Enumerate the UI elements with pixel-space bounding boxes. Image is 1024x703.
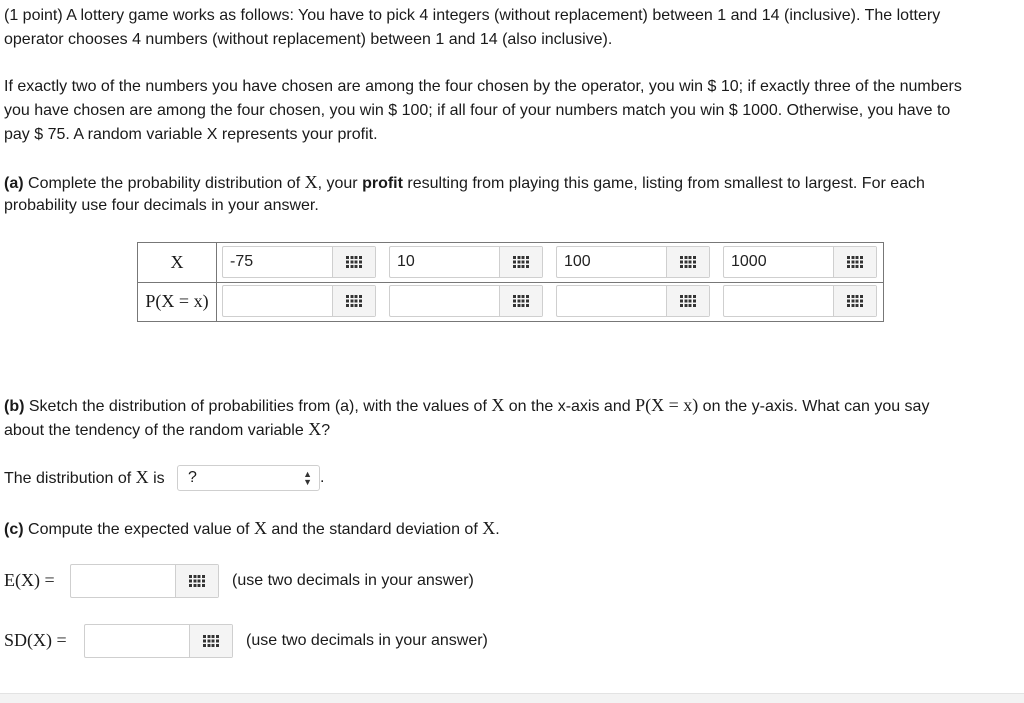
grid-icon	[680, 295, 696, 307]
probability-input[interactable]	[556, 285, 710, 317]
x-value[interactable]: 10	[397, 253, 415, 270]
footer	[0, 694, 1024, 703]
p-header: P(X = x)	[145, 291, 209, 311]
select-arrows-icon: ▲ ▼	[303, 469, 312, 487]
select-value: ?	[188, 469, 197, 486]
intro-line-1: (1 point) A lottery game works as follows: You have to pick 4 integers (without replacement) between 1 and 14 (inclusive). The lottery	[4, 7, 941, 24]
part-b-question: (b) Sketch the distribution of probabilities from (a), with the values of X on the x-axis and P(X = x) on the y-axis. What can you say	[4, 395, 930, 415]
grid-icon	[680, 256, 696, 268]
column-divider	[216, 243, 217, 321]
grid-icon	[346, 256, 362, 268]
p-x-expression: P(X = x)	[635, 395, 699, 415]
grid-icon	[346, 295, 362, 307]
grid-icon	[513, 295, 529, 307]
grid-icon	[203, 635, 219, 647]
var-x: X	[482, 518, 496, 538]
x-value-cell[interactable]	[723, 246, 877, 278]
profit-bold: profit	[362, 175, 403, 192]
x-value[interactable]: 100	[564, 253, 591, 270]
probability-value[interactable]	[557, 286, 666, 316]
sd-note: (use two decimals in your answer)	[246, 632, 488, 649]
equation-editor-button[interactable]	[666, 247, 709, 277]
x-value[interactable]: 1000	[731, 253, 767, 270]
x-value-cell[interactable]	[389, 246, 543, 278]
expected-value-note: (use two decimals in your answer)	[232, 572, 474, 589]
probability-input[interactable]	[222, 285, 376, 317]
grid-icon	[513, 256, 529, 268]
probability-input[interactable]	[723, 285, 877, 317]
period: .	[320, 469, 325, 486]
equation-editor-button[interactable]	[189, 625, 232, 657]
rules-line-1: If exactly two of the numbers you have chosen are among the four chosen by the operator, you win $ 10; if exactly three of the numbers	[4, 78, 962, 95]
part-b-line-2: about the tendency of the random variable X?	[4, 419, 331, 439]
sd-label: SD(X) =	[4, 630, 67, 650]
part-a-question: (a) Complete the probability distribution of X, your profit resulting from playing this game, listing from smallest to largest. For each	[4, 172, 925, 192]
x-value-cell[interactable]	[556, 246, 710, 278]
probability-input[interactable]	[389, 285, 543, 317]
x-value-cell[interactable]	[222, 246, 376, 278]
equation-editor-button[interactable]	[175, 565, 218, 597]
distribution-select[interactable]	[177, 465, 320, 491]
distribution-label: The distribution of X is	[4, 467, 165, 487]
equation-editor-button[interactable]	[332, 286, 375, 316]
var-x: X	[491, 395, 505, 415]
equation-editor-button[interactable]	[332, 247, 375, 277]
sd-text[interactable]	[85, 625, 189, 657]
grid-icon	[847, 256, 863, 268]
part-a-label: (a)	[4, 175, 24, 192]
equation-editor-button[interactable]	[499, 286, 542, 316]
var-x: X	[304, 172, 318, 192]
equation-editor-button[interactable]	[499, 247, 542, 277]
equation-editor-button[interactable]	[833, 247, 876, 277]
probability-table	[137, 242, 884, 322]
var-x: X	[308, 419, 322, 439]
grid-icon	[847, 295, 863, 307]
x-header: X	[170, 252, 184, 272]
expected-value-input[interactable]	[70, 564, 219, 598]
var-x: X	[253, 518, 267, 538]
part-c-label: (c)	[4, 521, 24, 538]
row-divider	[138, 282, 883, 283]
rules-line-2: you have chosen are among the four chosen, you win $ 100; if all four of your numbers match you win $ 1000. Otherwise, you have to	[4, 102, 951, 119]
part-b-label: (b)	[4, 398, 25, 415]
grid-icon	[189, 575, 205, 587]
x-value[interactable]: -75	[230, 253, 254, 270]
rules-line-3: pay $ 75. A random variable X represents your profit.	[4, 126, 378, 143]
expected-value-text[interactable]	[71, 565, 175, 597]
equation-editor-button[interactable]	[833, 286, 876, 316]
probability-value[interactable]	[223, 286, 332, 316]
equation-editor-button[interactable]	[666, 286, 709, 316]
part-c-question: (c) Compute the expected value of X and the standard deviation of X.	[4, 518, 500, 538]
sd-input[interactable]	[84, 624, 233, 658]
part-a-line-2: probability use four decimals in your answer.	[4, 197, 319, 214]
var-x: X	[135, 467, 149, 487]
probability-value[interactable]	[724, 286, 833, 316]
probability-value[interactable]	[390, 286, 499, 316]
intro-line-2: operator chooses 4 numbers (without replacement) between 1 and 14 (also inclusive).	[4, 31, 613, 48]
expected-value-label: E(X) =	[4, 570, 55, 590]
